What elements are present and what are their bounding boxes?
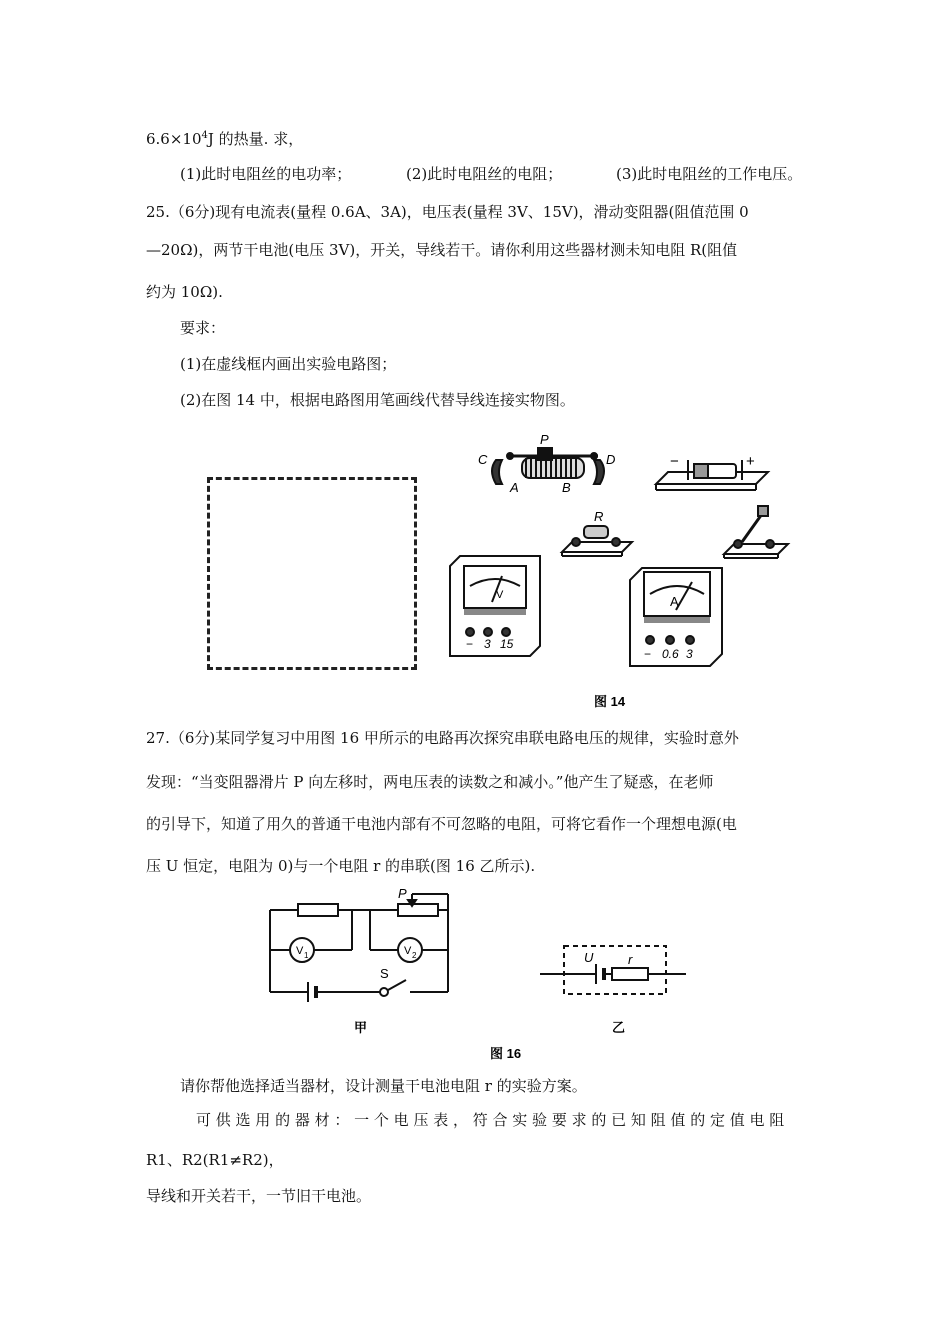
q27-line1: 27.（6分)某同学复习中用图 16 甲所示的电路再次探究串联电路电压的规律，实验时意外 xyxy=(146,729,739,747)
q27-equipment-line3: 导线和开关若干，一节旧干电池。 xyxy=(146,1187,372,1205)
circuit-yi-caption: 乙 xyxy=(612,1020,626,1035)
q27-line2: 发现：“当变阻器滑片 P 向左移时，两电压表的读数之和减小。”他产生了疑惑，在老师 xyxy=(146,773,714,791)
q25-line3: 约为 10Ω). xyxy=(146,283,223,301)
circuit-yi-r-label: r xyxy=(628,952,633,967)
circuit-yi xyxy=(540,946,686,994)
rheostat-label-b: B xyxy=(562,480,571,495)
voltmeter-terminal-3: 3 xyxy=(484,637,491,651)
q24-sub2: (2)此时电阻丝的电阻； xyxy=(406,165,563,183)
switch-component xyxy=(724,506,788,558)
circuit-jia-p-label: P xyxy=(398,886,407,901)
rheostat-label-d: D xyxy=(606,452,616,467)
circuit-jia-v2-sub: 2 xyxy=(412,951,417,960)
circuit-yi-u-label: U xyxy=(584,950,594,965)
ammeter-terminal-0-6: 0.6 xyxy=(662,647,679,661)
figure-14-caption: 图 14 xyxy=(594,694,626,709)
q24-sub3: (3)此时电阻丝的工作电压。 xyxy=(616,165,803,183)
rheostat-label-a: A xyxy=(510,480,519,495)
voltmeter-component xyxy=(450,556,540,656)
voltmeter-letter: V xyxy=(496,589,504,601)
q27-line3: 的引导下，知道了用久的普通干电池内部有不可忽略的电阻，可将它看作一个理想电源(电 xyxy=(146,815,737,833)
q24-line1-prefix: 6.6×10 xyxy=(146,130,202,148)
q27-equipment-line1: 可 供 选 用 的 器 材 ： 一 个 电 压 表 ， 符 合 实 验 要 求 的 已 知 阻 值 的 定 值 电 阻 xyxy=(196,1111,785,1129)
q24-line1-suffix: J 的热量. 求， xyxy=(207,130,304,148)
q25-requirement-1: (1)在虚线框内画出实验电路图； xyxy=(180,355,397,373)
ammeter-terminal-3: 3 xyxy=(686,647,693,661)
circuit-jia-v1-main: V xyxy=(296,945,304,957)
circuit-jia-v1-sub: 1 xyxy=(304,951,309,960)
q24-line1 xyxy=(146,126,303,149)
circuit-jia-s-label: S xyxy=(380,966,389,981)
circuit-jia-caption: 甲 xyxy=(354,1020,368,1035)
circuit-jia-v2-main: V xyxy=(404,945,412,957)
resistor-label: R xyxy=(594,509,604,524)
q25-requirement-2: (2)在图 14 中，根据电路图用笔画线代替导线连接实物图。 xyxy=(180,391,575,409)
q25-line2: —20Ω)，两节干电池(电压 3V)，开关，导线若干。请你利用这些器材测未知电阻 R(阻值 xyxy=(146,241,738,259)
battery-minus: − xyxy=(670,453,679,470)
ammeter-terminal-minus: − xyxy=(644,647,652,661)
ammeter-letter: A xyxy=(670,594,679,609)
q27-ask: 请你帮他选择适当器材，设计测量干电池电阻 r 的实验方案。 xyxy=(180,1077,587,1095)
q27-equipment-line2: R1、R2(R1≠R2)， xyxy=(146,1151,284,1169)
rheostat-label-p: P xyxy=(540,432,549,447)
q25-line1: 25.（6分)现有电流表(量程 0.6A、3A)，电压表(量程 3V、15V)，滑动变阻器(阻值范围 0 xyxy=(146,203,749,221)
q25-requirements-title: 要求： xyxy=(180,319,226,337)
rheostat-label-c: C xyxy=(478,452,488,467)
rheostat xyxy=(492,448,604,484)
figure-16 xyxy=(262,886,702,1066)
dashed-answer-box xyxy=(207,477,417,670)
q27-line4: 压 U 恒定，电阻为 0)与一个电阻 r 的串联(图 16 乙所示). xyxy=(146,857,536,875)
battery-plus: + xyxy=(746,453,755,470)
figure-14 xyxy=(430,420,810,720)
q24-sub1: (1)此时电阻丝的电功率； xyxy=(180,165,352,183)
voltmeter-terminal-minus: − xyxy=(466,637,474,651)
figure-16-caption: 图 16 xyxy=(490,1046,522,1061)
resistor-component xyxy=(562,526,632,556)
voltmeter-terminal-15: 15 xyxy=(500,637,514,651)
q24-line1-exponent: 4 xyxy=(201,130,208,141)
